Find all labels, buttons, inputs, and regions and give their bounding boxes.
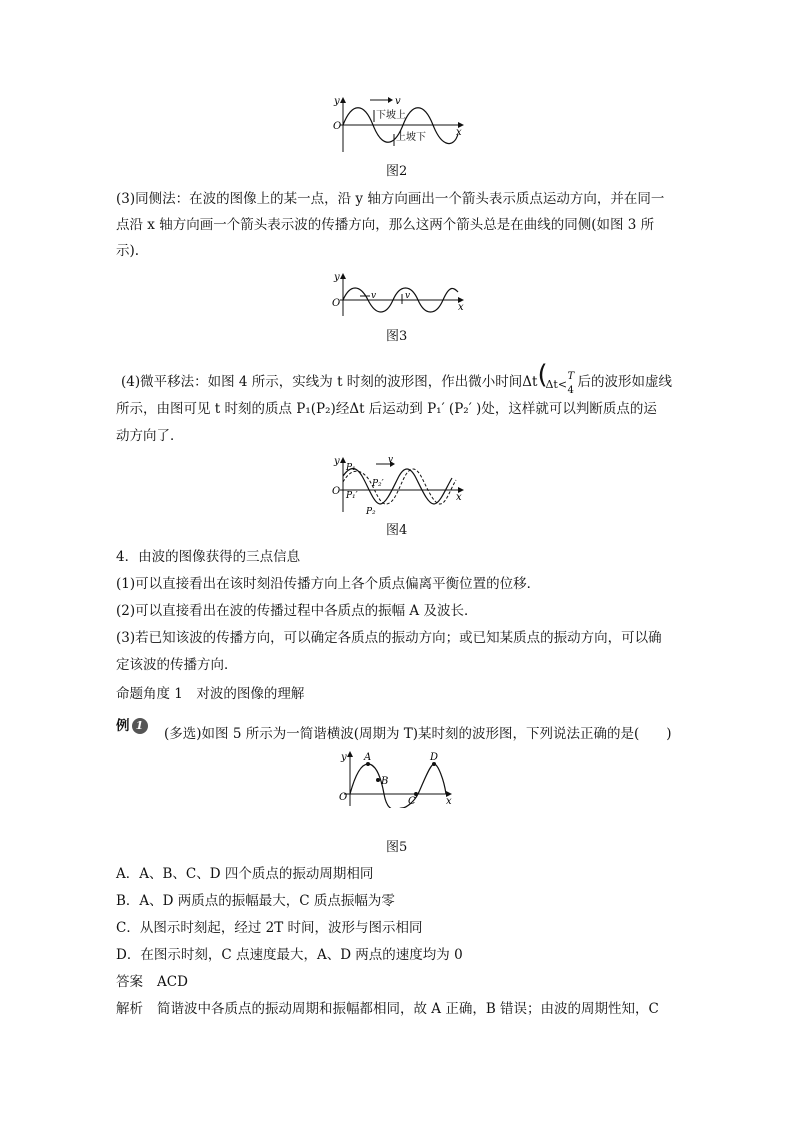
fig4-wave-solid [343,469,452,505]
example-label: 例 [116,718,130,734]
fig2-origin-label: O [333,121,342,132]
option-c: C．从图示时刻起，经过 2T 时间，波形与图示相同 [116,920,423,936]
fig5-point-b [376,778,380,782]
fig2-v-arrowhead [388,97,393,103]
para4-bracket-paren: ( [537,359,548,390]
section4-item1: (1)可以直接看出在该时刻沿传播方向上各个质点偏离平衡位置的位移． [116,576,541,592]
answer-label: 答案 [116,974,143,990]
fig4-x-label: x [456,492,462,503]
para4-bracket [537,359,577,396]
fig5-label-a: A [364,752,372,763]
fig5-label-c: C [408,796,416,807]
figure-3 [330,270,470,320]
fig5-label-d: D [430,752,439,763]
fig2-v-label: v [395,96,401,107]
fig4-p2-label: P₂ [366,507,376,516]
para4-line1 [121,359,672,396]
fig4-p1p-label: P₁′ [346,491,358,501]
fig3-x-label: x [458,302,464,313]
option-b: B．A、D 两质点的振幅最大，C 质点振幅为零 [116,893,395,909]
fig3-caption: 图3 [386,329,408,344]
analysis-label: 解析 [116,1001,143,1017]
fig2-y-arrow [340,97,346,103]
section4-title: 4．由波的图像获得的三点信息 [116,549,301,565]
fig5-x-label: x [446,796,452,807]
fig5-wave [350,764,446,808]
example-stem: (多选)如图 5 所示为一简谐横波(周期为 T)某时刻的波形图，下列说法正确的是( ) [164,726,672,742]
para4-bracket-dt: Δt< [545,377,568,391]
fig3-y-arrow [340,273,346,279]
para3-line2: 点沿 x 轴方向画一个箭头表示波的传播方向，那么这两个箭头总是在曲线的同侧(如图 3 所 [116,217,655,233]
fig5-label-b: B [381,776,389,787]
fig3-v2-label: v [405,291,411,301]
fig5-caption: 图5 [386,840,408,855]
fig4-p1-label: P₁ [346,463,356,473]
example-badge [116,716,148,736]
fig5-y-label: y [341,752,347,763]
para3-line3: 示). [116,243,140,259]
para4-line1-a: (4)微平移法：如图 4 所示，实线为 t 时刻的波形图，作出微小时间Δt [121,374,538,390]
fig2-down-label: 下坡上 [376,110,406,121]
figure-5 [336,750,460,808]
fig4-origin-label: O [332,486,341,497]
para4-line1-b: 后的波形如虚线 [577,374,672,390]
fig2-x-label: x [456,127,462,138]
fig2-up-label: 上坡下 [396,132,426,143]
fig4-p2p-label: P₂′ [372,479,384,489]
answer-value: ACD [157,974,188,990]
figure-4 [330,456,470,516]
answer-line [116,972,188,992]
fig5-y-arrow [347,751,353,757]
figure-2 [330,94,470,156]
analysis-line [116,999,659,1019]
fig4-v-label: v [388,456,394,465]
fig3-v1-label: v [371,291,377,301]
fig3-origin-label: O [332,298,341,309]
example-number: 1 [132,718,148,734]
section4-item3-line2: 定该波的传播方向． [116,657,238,673]
section4-item3-line1: (3)若已知该波的传播方向，可以确定各质点的振动方向；或已知某质点的振动方向，可以确 [116,630,662,646]
para4-bracket-den: 4 [567,384,574,396]
para3-line1: (3)同侧法：在波的图像上的某一点，沿 y 轴方向画出一个箭头表示质点运动方向，并在同一 [116,191,665,207]
para4-line2: 所示，由图可见 t 时刻的质点 P₁(P₂)经Δt 后运动到 P₁′ (P₂′ )处，这样就可以判断质点的运 [116,401,657,417]
section4-item2: (2)可以直接看出在波的传播过程中各质点的振幅 A 及波长． [116,603,478,619]
analysis-text: 简谐波中各质点的振动周期和振幅都相同，故 A 正确，B 错误；由波的周期性知，C [157,1001,659,1017]
topic-heading: 命题角度 1 对波的图像的理解 [116,686,305,702]
fig4-y-label: y [334,456,340,467]
para4-line3: 动方向了． [116,428,184,444]
option-d: D．在图示时刻，C 点速度最大，A、D 两点的速度均为 0 [116,947,463,963]
option-a: A．A、B、C、D 四个质点的振动周期相同 [116,866,374,882]
fig3-y-label: y [334,272,340,283]
fig2-caption: 图2 [386,164,408,179]
fig2-y-label: y [334,96,340,107]
fig4-caption: 图4 [386,523,408,538]
para4-bracket-num: T [567,370,575,382]
fig5-origin-label: O [339,792,348,803]
